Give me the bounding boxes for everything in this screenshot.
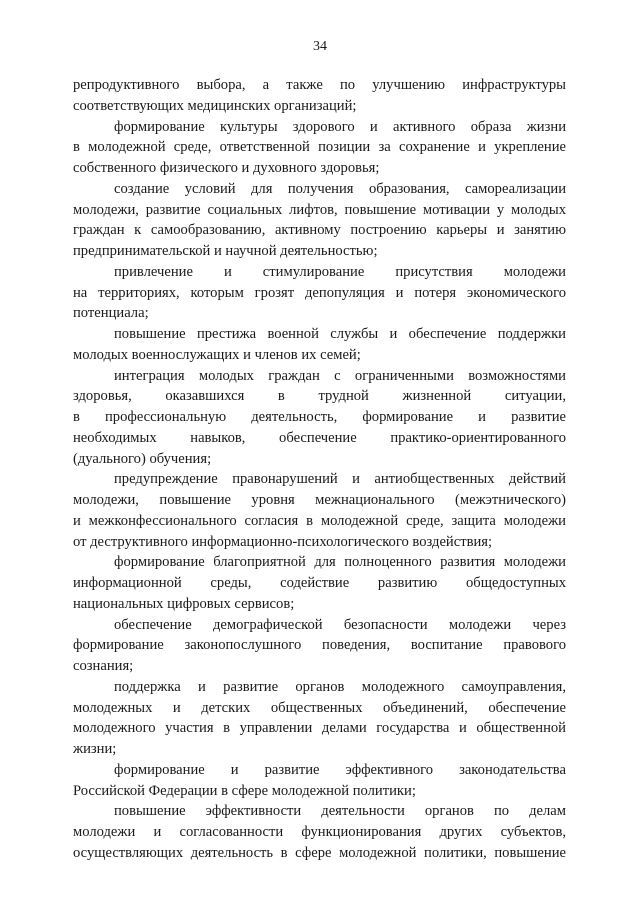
text-line: национальных цифровых сервисов;: [73, 595, 295, 612]
text-line: информационной среды, содействие развитию общедоступных: [73, 575, 566, 591]
text-line: в молодежной среде, ответственной позиции за сохранение и укрепление: [73, 139, 566, 156]
text-line: повышение престижа военной службы и обеспечение поддержки: [114, 326, 566, 342]
text-line: репродуктивного выбора, а также по улучшению инфраструктуры: [73, 77, 566, 93]
text-line: здоровья, оказавшихся в трудной жизненной ситуации,: [73, 388, 566, 405]
text-line: сознания;: [73, 658, 134, 674]
text-line: (дуального) обучения;: [73, 450, 212, 467]
text-line: жизни;: [73, 741, 117, 757]
text-line: формирование законопослушного поведения, воспитание правового: [73, 637, 566, 654]
text-line: потенциала;: [73, 305, 149, 322]
text-line: молодежи, развитие социальных лифтов, повышение мотивации у молодых: [73, 201, 566, 218]
text-line: Российской Федерации в сфере молодежной политики;: [73, 782, 416, 799]
text-line: предупреждение правонарушений и антиобщественных действий: [114, 471, 566, 488]
text-line: повышение эффективности деятельности органов по делам: [114, 803, 566, 820]
text-line: формирование и развитие эффективного законодательства: [114, 761, 566, 778]
text-line: собственного физического и духовного здоровья;: [73, 160, 380, 176]
text-line: граждан к самообразованию, активному построению карьеры и занятию: [73, 222, 566, 239]
text-line: необходимых навыков, обеспечение практико-ориентированного: [73, 429, 566, 446]
page-number: 34: [313, 39, 327, 54]
text-line: привлечение и стимулирование присутствия молодежи: [114, 263, 566, 280]
text-line: предпринимательской и научной деятельностью;: [73, 243, 378, 259]
text-line: молодежного участия в управлении делами государства и общественной: [73, 720, 566, 737]
text-line: интеграция молодых граждан с ограниченными возможностями: [114, 367, 566, 384]
body-text: [73, 75, 566, 864]
text-line: молодежных и детских общественных объединений, обеспечение: [73, 699, 566, 716]
text-line: обеспечение демографической безопасности молодежи через: [114, 616, 566, 633]
text-line: формирование благоприятной для полноценного развития молодежи: [114, 554, 566, 571]
text-line: и межконфессионального согласия в молодежной среде, защита молодежи: [73, 512, 566, 529]
text-line: молодежи, повышение уровня межнационального (межэтнического): [73, 492, 566, 508]
text-line: молодежи и согласованности функционирования других субъектов,: [73, 824, 566, 840]
text-line: соответствующих медицинских организаций;: [73, 97, 357, 114]
text-line: молодых военнослужащих и членов их семей;: [73, 346, 361, 363]
text-line: формирование культуры здорового и активного образа жизни: [114, 118, 566, 135]
text-line: в профессиональную деятельность, формирование и развитие: [73, 409, 566, 425]
text-line: от деструктивного информационно-психологического воздействия;: [73, 533, 493, 550]
text-line: поддержка и развитие органов молодежного самоуправления,: [114, 678, 566, 695]
text-line: осуществляющих деятельность в сфере молодежной политики, повышение: [73, 844, 566, 861]
text-line: создание условий для получения образования, самореализации: [114, 180, 566, 197]
text-line: на территориях, которым грозят депопуляция и потеря экономического: [73, 284, 566, 301]
